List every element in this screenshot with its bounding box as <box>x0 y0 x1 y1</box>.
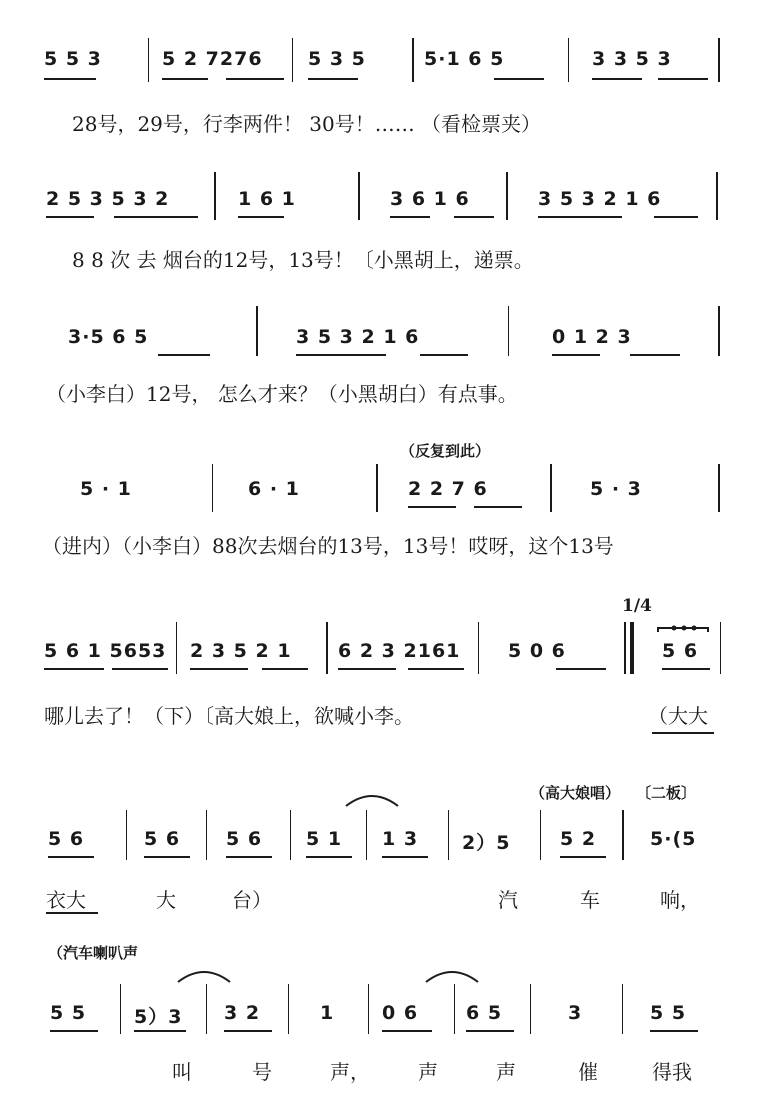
lyric-word: 声 <box>418 1060 438 1084</box>
barline <box>206 984 207 1034</box>
slur <box>424 968 480 984</box>
lyric-word: 台） <box>232 888 272 912</box>
notes-measure: 3 2 <box>224 1002 261 1024</box>
barline <box>376 464 378 512</box>
lyric-word: 催 <box>578 1060 598 1084</box>
barline <box>622 984 623 1034</box>
barline <box>550 464 552 512</box>
barline <box>718 38 720 82</box>
barline <box>716 172 718 220</box>
barline <box>448 810 449 860</box>
notes-measure: 5）3 <box>134 1006 183 1028</box>
beam <box>408 506 456 508</box>
notes-measure: 1 3 <box>382 828 419 850</box>
time-signature: 1/4 <box>622 596 652 616</box>
music-system-7 <box>0 984 772 1044</box>
beam <box>454 216 494 218</box>
slur <box>344 792 400 808</box>
barline <box>206 810 207 860</box>
notes-measure: 2 5 3 5 3 2 <box>46 188 170 210</box>
beam <box>44 668 104 670</box>
barline <box>478 622 479 674</box>
beam <box>420 354 468 356</box>
beam <box>592 78 642 80</box>
barline <box>292 38 293 82</box>
barline <box>530 984 531 1034</box>
beam <box>466 1030 514 1032</box>
notes-measure: 5 · 1 <box>80 478 132 500</box>
notes-measure: 5 5 3 <box>44 48 102 70</box>
notes-measure: 5 5 <box>650 1002 687 1024</box>
music-system-6 <box>0 810 772 870</box>
lyric-word: 衣大 <box>46 888 86 912</box>
car-horn-annotation: （汽车喇叭声 <box>48 944 139 962</box>
beam <box>144 856 190 858</box>
barline <box>454 984 455 1034</box>
barline <box>288 984 289 1034</box>
lyrics-line-1: 28号，29号，行李两件！ 30号！…… （看检票夹） <box>72 112 542 136</box>
notes-measure: 5 0 6 <box>508 640 566 662</box>
percussion-mark <box>656 622 712 636</box>
beam <box>162 78 208 80</box>
slur <box>176 968 232 984</box>
notes-measure: 0 6 <box>382 1002 419 1024</box>
notes-measure: 5 · 3 <box>590 478 642 500</box>
barline <box>358 172 360 220</box>
notes-measure: 3 5 3 2 1 6 <box>538 188 662 210</box>
lyric-word: 汽 <box>498 888 518 912</box>
beam <box>46 216 94 218</box>
beam <box>538 216 622 218</box>
barline <box>256 306 258 356</box>
notes-measure: 5 6 <box>48 828 85 850</box>
beam <box>308 78 358 80</box>
repeat-annotation: （反复到此） <box>400 442 491 460</box>
beam <box>630 354 680 356</box>
notes-measure: 2 3 5 2 1 <box>190 640 292 662</box>
notes-measure: 5 3 5 <box>308 48 366 70</box>
notes-measure: 3·5 6 5 <box>68 326 149 348</box>
underline <box>652 732 714 734</box>
music-system-3 <box>0 306 772 366</box>
beam <box>650 1030 698 1032</box>
lyrics-line-4: （进内）（小李白）88次去烟台的13号，13号！哎呀，这个13号 <box>42 534 614 558</box>
beam <box>190 668 248 670</box>
beam <box>226 78 284 80</box>
beam <box>658 78 708 80</box>
beam <box>560 856 606 858</box>
beam <box>552 354 600 356</box>
beam <box>338 668 396 670</box>
beam <box>382 856 428 858</box>
barline <box>126 810 127 860</box>
lyrics-line-2: 8 8 次 去 烟台的12号，13号！〔小黑胡上，递票。 <box>72 248 534 272</box>
notes-measure: 3 3 5 3 <box>592 48 672 70</box>
music-system-5 <box>0 622 772 682</box>
lyrics-line-5: 哪儿去了！（下）〔高大娘上，欲喊小李。 <box>44 704 414 728</box>
notes-measure: 3 6 1 6 <box>390 188 470 210</box>
beam <box>494 78 544 80</box>
notes-measure: 5 6 <box>144 828 181 850</box>
notes-measure: 5·1 6 5 <box>424 48 505 70</box>
lyrics-line-3: （小李白）12号， 怎么才来？（小黑胡白）有点事。 <box>46 382 518 406</box>
underline <box>46 912 98 914</box>
music-system-1 <box>0 38 772 98</box>
beam <box>382 1030 432 1032</box>
lyric-word: 得我 <box>652 1060 692 1084</box>
notes-measure: 0 1 2 3 <box>552 326 632 348</box>
notes-measure: 5 2 <box>560 828 597 850</box>
music-system-4 <box>0 464 772 524</box>
beam <box>226 856 272 858</box>
beam <box>50 1030 98 1032</box>
notes-measure: 5·(5 <box>650 828 697 850</box>
beam <box>556 668 606 670</box>
notes-measure: 5 6 1 5653 <box>44 640 167 662</box>
notes-measure: 2）5 <box>462 832 511 854</box>
notes-measure: 5 2 7276 <box>162 48 263 70</box>
notes-measure: 1 6 1 <box>238 188 296 210</box>
barline <box>176 622 177 674</box>
lyrics-line-5-right: （大大 <box>648 704 708 728</box>
barline <box>720 622 721 674</box>
notes-measure: 3 <box>568 1002 583 1024</box>
beam <box>44 78 96 80</box>
beam <box>474 506 522 508</box>
beam <box>238 216 284 218</box>
lyric-word: 叫 <box>172 1060 192 1084</box>
barline <box>290 810 291 860</box>
barline <box>368 984 369 1034</box>
beam <box>114 216 198 218</box>
beam <box>48 856 94 858</box>
beam <box>306 856 352 858</box>
beam <box>262 668 308 670</box>
notes-measure: 5 5 <box>50 1002 87 1024</box>
notes-measure: 6 · 1 <box>248 478 300 500</box>
barline <box>214 172 216 220</box>
barline <box>506 172 508 220</box>
barline <box>326 622 328 674</box>
beam <box>112 668 168 670</box>
barline <box>718 306 720 356</box>
lyric-word: 响， <box>660 888 700 912</box>
double-barline <box>630 622 634 674</box>
notes-measure: 2 2 7 6 <box>408 478 488 500</box>
barline <box>212 464 213 512</box>
notes-measure: 3 5 3 2 1 6 <box>296 326 420 348</box>
lyric-word: 大 <box>156 888 176 912</box>
beam <box>390 216 430 218</box>
beam <box>158 354 210 356</box>
lyric-word: 车 <box>580 888 600 912</box>
beam <box>408 668 464 670</box>
notes-measure: 5 6 <box>662 640 699 662</box>
barline <box>508 306 509 356</box>
tempo-annotation: 〔二板〕 <box>636 784 697 802</box>
barline <box>568 38 569 82</box>
notes-measure: 1 <box>320 1002 335 1024</box>
barline <box>624 622 626 674</box>
beam <box>662 668 710 670</box>
barline <box>366 810 367 860</box>
barline <box>540 810 541 860</box>
notes-measure: 6 2 3 2161 <box>338 640 461 662</box>
lyric-word: 声 <box>496 1060 516 1084</box>
beam <box>296 354 386 356</box>
beam <box>224 1030 272 1032</box>
barline <box>120 984 121 1034</box>
lyric-word: 声， <box>330 1060 370 1084</box>
beam <box>654 216 698 218</box>
barline <box>622 810 624 860</box>
notes-measure: 6 5 <box>466 1002 503 1024</box>
music-system-2 <box>0 172 772 232</box>
barline <box>718 464 720 512</box>
singer-annotation: （高大娘唱） <box>530 784 621 802</box>
barline <box>148 38 149 82</box>
beam <box>134 1030 186 1032</box>
notes-measure: 5 1 <box>306 828 343 850</box>
barline <box>412 38 414 82</box>
lyric-word: 号 <box>252 1060 272 1084</box>
notes-measure: 5 6 <box>226 828 263 850</box>
